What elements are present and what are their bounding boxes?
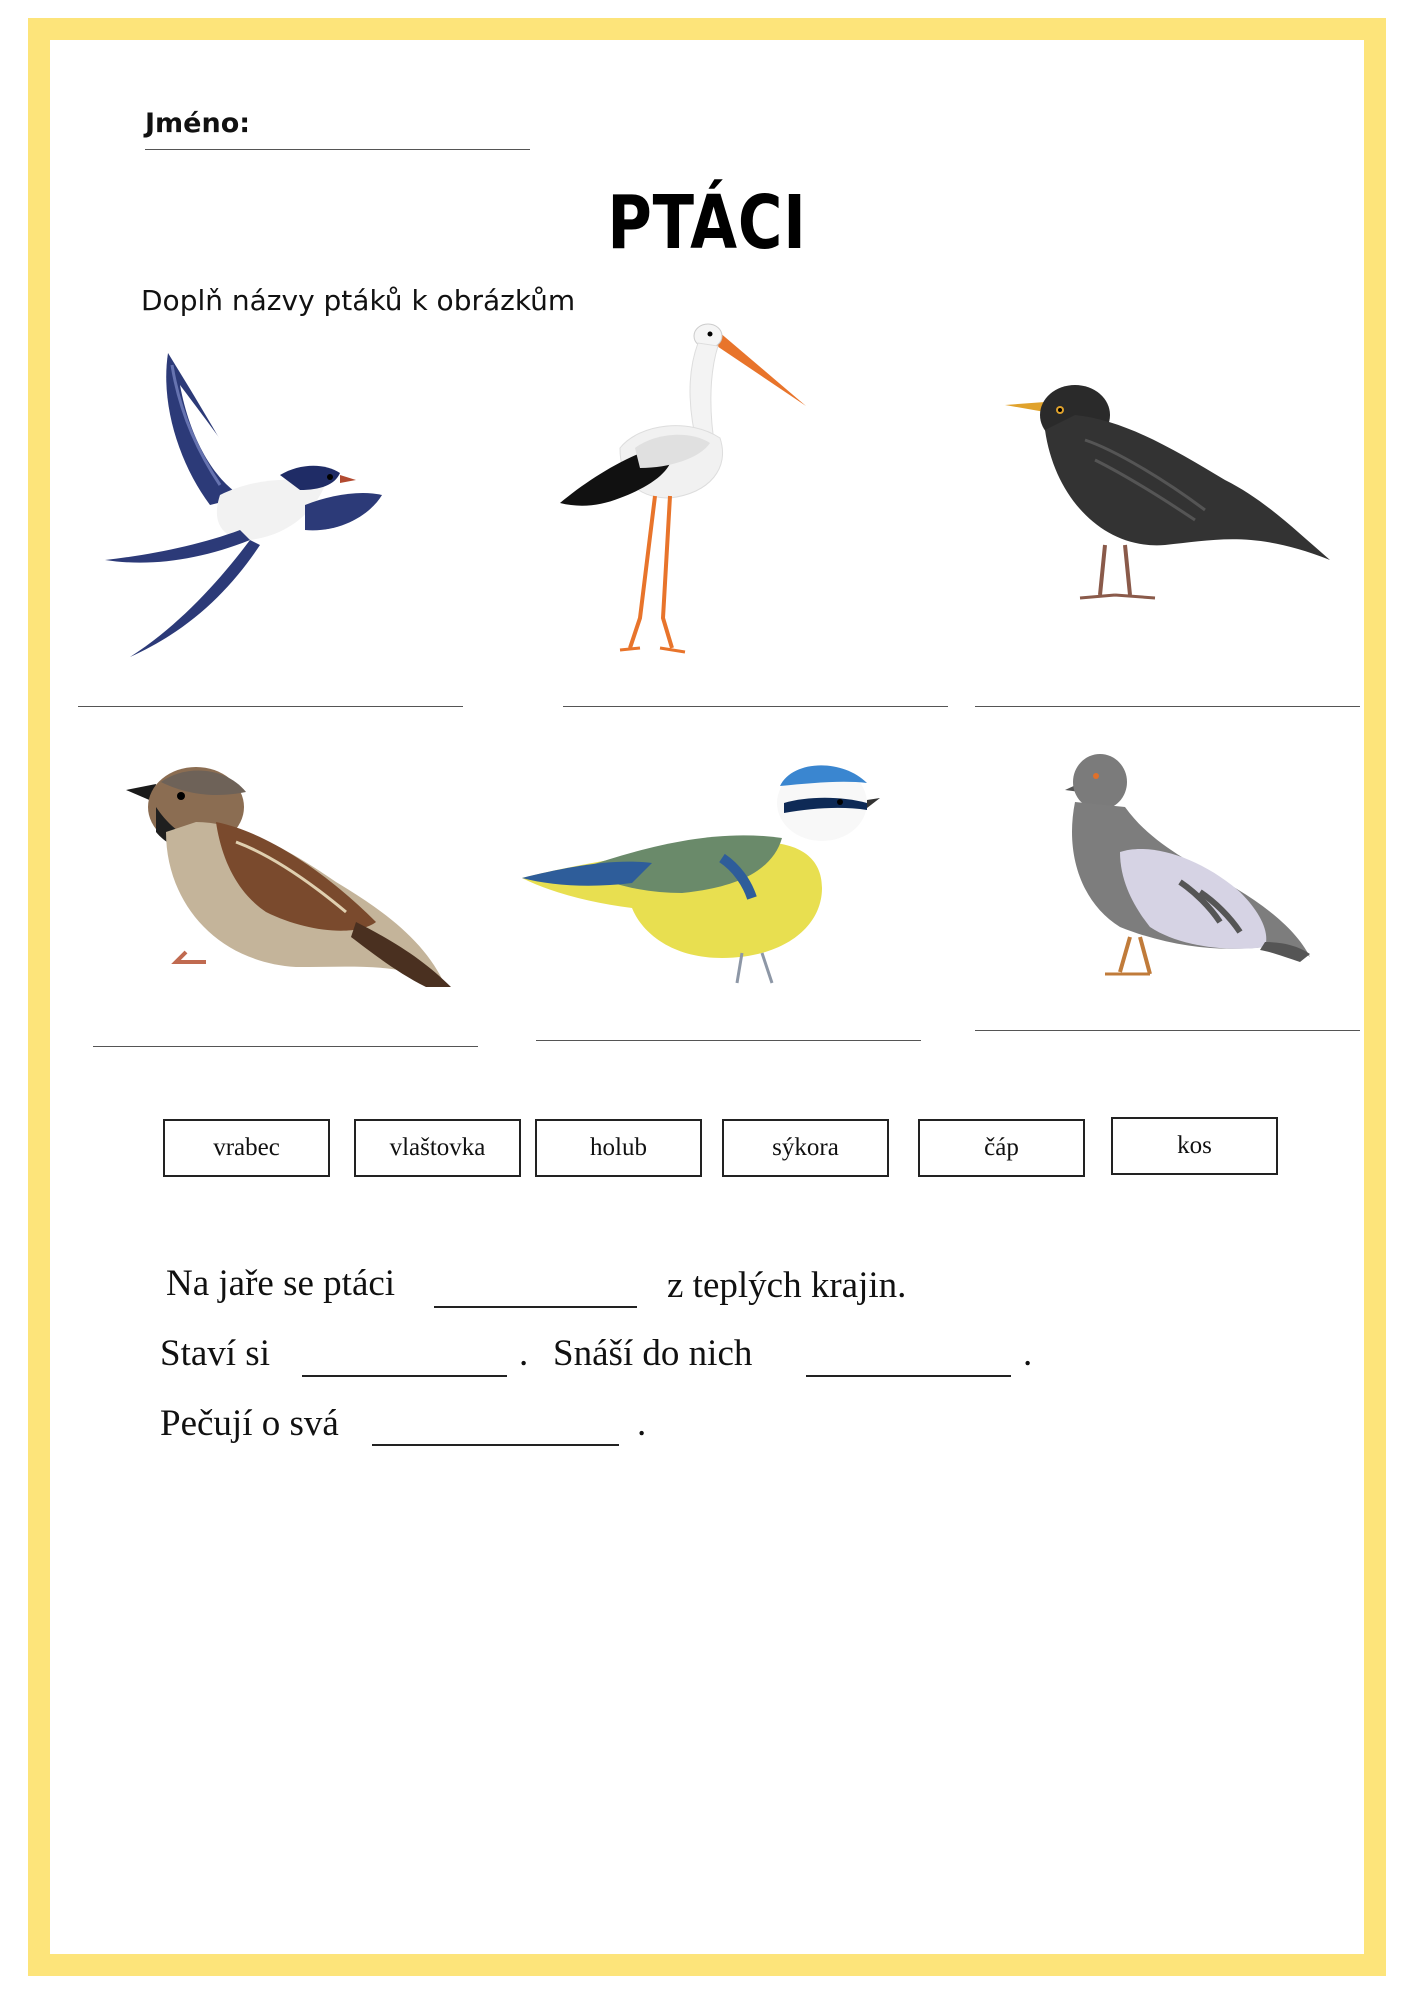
sentence-1-end: z teplých krajin. [667,1265,907,1306]
blue-tit-icon [522,758,882,988]
word-label: holub [590,1134,647,1161]
answer-line-pigeon[interactable] [975,1030,1360,1031]
sentence-1-start: Na jaře se ptáci [166,1263,396,1304]
answer-line-blue-tit[interactable] [536,1040,921,1041]
sentence-3-end: . [637,1403,647,1444]
word-bank-item[interactable] [535,1119,702,1177]
name-label: Jméno: [145,108,251,139]
answer-line-stork[interactable] [563,706,948,707]
word-bank-item[interactable] [163,1119,330,1177]
pigeon-icon [1060,742,1310,1002]
blackbird-icon [1005,380,1335,620]
sentence-3-start: Pečují o svá [160,1403,339,1444]
blank-3[interactable] [806,1375,1011,1377]
stork-icon [560,318,810,658]
word-label: vrabec [213,1134,280,1161]
word-label: kos [1177,1132,1212,1159]
blank-2[interactable] [302,1375,507,1377]
word-bank-item[interactable] [1111,1117,1278,1175]
word-label: čáp [984,1134,1019,1161]
sparrow-icon [126,762,456,992]
name-field[interactable] [145,149,530,150]
word-bank-item[interactable] [918,1119,1085,1177]
word-label: vlaštovka [389,1134,486,1161]
blank-4[interactable] [372,1444,619,1446]
sentence-2-dot: . [519,1333,529,1374]
swallow-icon [100,345,390,665]
blank-1[interactable] [434,1306,637,1308]
sentence-2-start: Staví si [160,1333,270,1374]
sentence-2-mid: Snáší do nich [553,1333,753,1374]
answer-line-sparrow[interactable] [93,1046,478,1047]
word-bank-item[interactable] [722,1119,889,1177]
answer-line-blackbird[interactable] [975,706,1360,707]
instruction-text: Doplň názvy ptáků k obrázkům [141,284,576,317]
answer-line-swallow[interactable] [78,706,463,707]
word-bank-item[interactable] [354,1119,521,1177]
page-title: PTÁCI [607,180,807,266]
word-label: sýkora [772,1134,839,1161]
sentence-2-end: . [1023,1333,1033,1374]
